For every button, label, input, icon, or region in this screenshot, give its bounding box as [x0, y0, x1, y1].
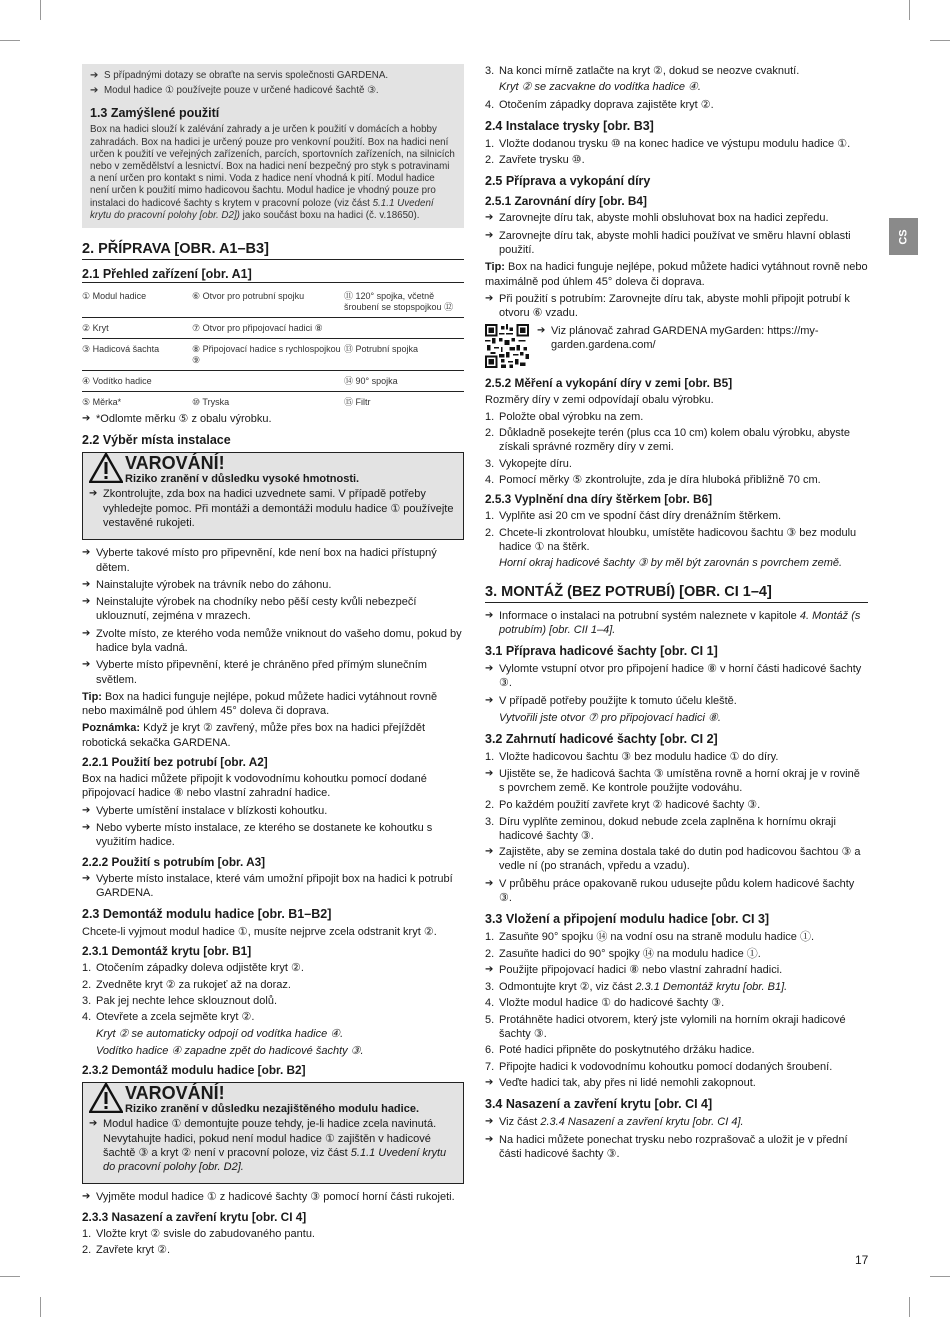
parts-row	[82, 392, 464, 412]
numbered-step: 1. Vložte kryt ② svisle do zabudovaného pantu.	[82, 1227, 315, 1240]
part-label: ⑪ 120° spojka, včetně šroubení se stopspojkou ⑫	[344, 291, 454, 313]
crop-mark	[930, 1276, 950, 1277]
language-tab: CS	[889, 218, 918, 255]
section-title: 2.5 Příprava a vykopání díry	[485, 174, 651, 189]
warning-title: VAROVÁNÍ!	[125, 1083, 225, 1104]
warning-text: ➔ Modul hadice ① demontujte pouze tehdy, je-li hadice zcela navinutá. Nevytahujte hadici, pokud není modul hadice ① zajištěn v hadicové šachtě ③ a kryt ② není v pracovní poloze, viz část 5.1.1 Uvedení krytu do pracovní polohy [obr. D2].	[89, 1117, 457, 1174]
section-title: 3.3 Vložení a připojení modulu hadice [obr. CI 3]	[485, 912, 770, 927]
instruction-item: ➔ Při použití s potrubím: Zarovnejte díru tak, abyste mohli připojit potrubí k otvoru ⑥ vzadu.	[485, 292, 868, 321]
section-title: 3.2 Zahrnutí hadicové šachty [obr. CI 2]	[485, 732, 718, 747]
instruction-item: ➔ Vyberte takové místo pro připevnění, kde není box na hadici přístupný dětem.	[82, 546, 464, 575]
instruction-item: ➔ Neinstalujte výrobek na chodníky nebo pěší cesty kvůli nebezpečí uklouznutí, zejména v mrazech.	[82, 595, 464, 624]
numbered-step: 4. Otočením západky doprava zajistěte kryt ②.	[485, 98, 714, 111]
part-label: ② Kryt	[82, 323, 109, 334]
instruction-item: ➔ Informace o instalaci na potrubní systém naleznete v kapitole 4. Montáž (s potrubím) [obr. CII 1–4].	[485, 609, 868, 638]
parts-row	[82, 339, 464, 371]
warning-title: VAROVÁNÍ!	[125, 453, 225, 474]
instruction-item: ➔ Nebo vyberte místo instalace, ze kterého se dostanete ke kohoutku s využitím hadice.	[82, 821, 464, 850]
result-text: Vodítko hadice ④ zapadne zpět do hadicové šachty ③.	[96, 1044, 364, 1057]
instruction-item: ➔ Zarovnejte díru tak, abyste mohli obsluhovat box na hadici zepředu.	[485, 211, 868, 225]
subsection-title: 2.5.3 Vyplnění dna díry štěrkem [obr. B6]	[485, 492, 713, 507]
instruction-item: ➔ Na hadici můžete ponechat trysku nebo rozprašovač a uložit je v přední části hadicové šachty ③.	[485, 1133, 868, 1162]
crop-mark	[0, 40, 20, 41]
part-label: ⑦ Otvor pro připojovací hadici ⑧	[192, 323, 323, 334]
numbered-step: 7. Připojte hadici k vodovodnímu kohoutku pomocí dodaných šroubení.	[485, 1060, 833, 1073]
tip-text: Tip: Box na hadici funguje nejlépe, pokud můžete hadici vytáhnout rovně nebo maximálně pod úhlem 45° doleva či doprava.	[82, 690, 438, 718]
subsection-title: 2.2.2 Použití s potrubím [obr. A3]	[82, 854, 266, 869]
warning-box	[82, 452, 464, 540]
subsection-title: 2.3.2 Demontáž modulu hadice [obr. B2]	[82, 1063, 306, 1078]
part-label: ⑧ Připojovací hadice s rychlospojkou ⑨	[192, 344, 341, 366]
part-label: ⑥ Otvor pro potrubní spojku	[192, 291, 305, 302]
crop-mark	[930, 40, 950, 41]
numbered-step: 1. Vložte dodanou trysku ⑩ na konec hadice ve výstupu modulu hadice ①.	[485, 137, 851, 150]
instruction-item: ➔ V případě potřeby použijte k tomuto účelu kleště.	[485, 694, 868, 708]
instruction-item: ➔ Vylomte vstupní otvor pro připojení hadice ⑧ v horní části hadicové šachty ③.	[485, 662, 868, 691]
part-label: ④ Vodítko hadice	[82, 376, 152, 387]
numbered-step: 2. Důkladně posekejte terén (plus cca 10 cm) kolem obalu výrobku, abyste získali správné rozměry díry v zemi.	[485, 427, 850, 454]
numbered-step: 1. Otočením západky doleva odjistěte kryt ②.	[82, 962, 304, 975]
numbered-step: 1. Položte obal výrobku na zem.	[485, 410, 644, 423]
part-label: ③ Hadicová šachta	[82, 344, 160, 355]
right-column	[485, 64, 868, 1164]
result-text: Kryt ② se automaticky odpojí od vodítka hadice ④.	[96, 1027, 344, 1040]
numbered-step: 1. Zasuňte 90° spojku ⑭ na vodní osu na straně modulu hadice ①.	[485, 931, 815, 944]
instruction-item: ➔ Zvolte místo, ze kterého voda nemůže vniknout do vašeho domu, pokud by hadice byla vadná.	[82, 627, 464, 656]
warning-box	[82, 1082, 464, 1184]
result-text: Kryt ② se zacvakne do vodítka hadice ④.	[499, 81, 701, 94]
crop-mark	[0, 1276, 20, 1277]
tip-text: Tip: Box na hadici funguje nejlépe, pokud můžete hadici vytáhnout rovně nebo maximálně pod úhlem 45° doleva či doprava.	[485, 261, 868, 288]
part-label	[344, 323, 464, 334]
subsection-title: 2.5.2 Měření a vykopání díry v zemi [obr. B5]	[485, 375, 733, 390]
crop-mark	[40, 1297, 41, 1317]
section-title: 2.4 Instalace trysky [obr. B3]	[485, 118, 654, 133]
instruction-item: ➔ Zajistěte, aby se zemina dostala také do dutin pod hadicovou šachtou ③ a vedle ní (po stranách, vpředu a vzadu).	[485, 845, 868, 874]
part-label: ⑬ Potrubní spojka	[344, 344, 419, 355]
parts-row	[82, 371, 464, 392]
numbered-step: 3. Vykopejte díru.	[485, 457, 572, 470]
section-title: 2.2 Výběr místa instalace	[82, 433, 231, 448]
section-title: 2.1 Přehled zařízení [obr. A1]	[82, 266, 464, 283]
numbered-step: 6. Poté hadici připněte do poskytnutého držáku hadice.	[485, 1044, 755, 1057]
part-label	[192, 376, 344, 387]
instruction-item: ➔ V průběhu práce opakovaně rukou udusejte půdu kolem hadicové šachty ③.	[485, 877, 868, 906]
intended-use-text: Box na hadici slouží k zalévání zahrady a je určen k použití v domácích a hobby zahradách. Box na hadici je určený pouze pro venkovní použití. Box na hadici není určen k použití ve veřejných zařízeních, parcích, sportovních zařízeních, na silnicích nebo v zemědělství a lesnictví. Box na hadici není bezpečný pro styk s potravinami a není určen pro kontakt s nimi. Voda z hadice není vhodná k pití. Modul hadice není určen k použití mimo hadicovou šachtu. Modul hadice je vhodný pouze pro instalaci do hadicové šachty s krytem v pracovní poloze (viz část 5.1.1 Uvedení krytu do pracovní polohy [obr. D2]) jako součást boxu na hadici (č. v.18650).	[90, 124, 455, 221]
part-label: ⑤ Měrka*	[82, 397, 122, 408]
numbered-step: 4. Otevřete a zcela sejměte kryt ②.	[82, 1011, 255, 1024]
numbered-step: 3. Odmontujte kryt ②, viz část 2.3.1 Demontáž krytu [obr. B1].	[485, 981, 788, 994]
parts-table	[82, 286, 464, 412]
warning-icon	[89, 1083, 123, 1113]
intro-line: ➔ S případnými dotazy se obraťte na servis společnosti GARDENA.	[90, 70, 456, 82]
parts-row	[82, 286, 464, 318]
parts-row	[82, 318, 464, 339]
instruction-item: ➔ Použijte připojovací hadici ⑧ nebo vlastní zahradní hadici.	[485, 963, 868, 977]
instruction-item: ➔ Veďte hadici tak, aby přes ni lidé nemohli zakopnout.	[485, 1076, 868, 1090]
instruction-item: ➔ Viz část 2.3.4 Nasazení a zavření krytu [obr. CI 4].	[485, 1115, 868, 1129]
note-text: Poznámka: Když je kryt ② zavřený, může přes box na hadici přejíždět robotická sekačka GARDENA.	[82, 722, 426, 749]
numbered-step: 2. Zasuňte hadici do 90° spojky ⑭ na modulu hadice ①.	[485, 947, 761, 960]
instruction-item: ➔ Vyjměte modul hadice ① z hadicové šachty ③ pomocí horní části rukojeti.	[82, 1190, 464, 1204]
chapter-title: 3. MONTÁŽ (BEZ POTRUBÍ) [OBR. CI 1–4]	[485, 583, 868, 603]
part-label: ⑮ Filtr	[344, 397, 371, 408]
numbered-step: 1. Vyplňte asi 20 cm ve spodní část díry drenážním štěrkem.	[485, 510, 782, 523]
crop-mark	[909, 1297, 910, 1317]
numbered-step: 3. Pak jej nechte lehce sklouznout dolů.	[82, 995, 278, 1008]
page-number: 17	[855, 1253, 869, 1267]
instruction-item: ➔ Ujistěte se, že hadicová šachta ③ umístěna rovně a horní okraj je v rovině s povrchem země. Ke kontrole použijte vodováhu.	[485, 767, 868, 796]
numbered-step: 3. Díru vyplňte zeminou, dokud nebude zcela zaplněna k hornímu okraji hadicové šachty ③.	[485, 815, 836, 842]
crop-mark	[40, 0, 41, 20]
intro-line: ➔ Modul hadice ① používejte pouze v určené hadicové šachtě ③.	[90, 85, 456, 97]
result-text: Vytvořili jste otvor ⑦ pro připojovací hadici ⑧.	[499, 712, 721, 725]
warning-text: ➔ Zkontrolujte, zda box na hadici uzvednete sami. V případě potřeby vyhledejte pomoc. Při montáži a demontáži modulu hadice ① používejte vestavěné rukojeti.	[89, 487, 457, 530]
instruction-item: ➔ Zarovnejte díru tak, abyste mohli hadici používat ve směru hlavní oblasti použití.	[485, 229, 868, 258]
numbered-step: 2. Zavřete kryt ②.	[82, 1244, 171, 1257]
instruction-item: ➔ Nainstalujte výrobek na trávník nebo do záhonu.	[82, 578, 464, 592]
instruction-item: ➔ Vyberte místo připevnění, které je chráněno před přímým slunečním světlem.	[82, 658, 464, 687]
numbered-step: 3. Na konci mírně zatlačte na kryt ②, dokud se neozve cvaknutí.	[485, 65, 800, 77]
chapter-title: 2. PŘÍPRAVA [OBR. A1–B3]	[82, 240, 464, 260]
qr-block	[485, 324, 868, 368]
warning-subtitle: Riziko zranění v důsledku nezajištěného modulu hadice.	[125, 1103, 420, 1116]
instruction-item: ➔ *Odlomte měrku ⑤ z obalu výrobku.	[82, 412, 464, 426]
subsection-title: 2.5.1 Zarovnání díry [obr. B4]	[485, 194, 647, 209]
numbered-step: 2. Zavřete trysku ⑩.	[485, 154, 585, 167]
mygarden-link-text: ➔ Viz plánovač zahrad GARDENA myGarden: https://my-garden.gardena.com/	[537, 324, 868, 353]
qr-code-icon	[485, 324, 529, 368]
numbered-step: 2. Chcete-li zkontrolovat hloubku, umístěte hadicovou šachtu ③ bez modulu hadice ① na štěrk.	[485, 526, 857, 553]
subsection-title: 2.3.1 Demontáž krytu [obr. B1]	[82, 944, 252, 959]
numbered-step: 1. Vložte hadicovou šachtu ③ bez modulu hadice ① do díry.	[485, 751, 779, 764]
subsection-title: 2.2.1 Použití bez potrubí [obr. A2]	[82, 755, 268, 770]
numbered-step: 2. Zvedněte kryt ② za rukojeť až na doraz.	[82, 978, 291, 991]
part-label: ⑭ 90° spojka	[344, 376, 398, 387]
subsection-title: 2.3.3 Nasazení a zavření krytu [obr. CI 4]	[82, 1209, 307, 1224]
instruction-item: ➔ Vyberte místo instalace, které vám umožní připojit box na hadici k potrubí GARDENA.	[82, 872, 464, 901]
numbered-step: 5. Protáhněte hadici otvorem, který jste vylomili na horním okraji hadicové šachty ③.	[485, 1013, 846, 1041]
paragraph: Chcete-li vyjmout modul hadice ①, musíte nejprve zcela odstranit kryt ②.	[82, 926, 437, 939]
warning-subtitle: Riziko zranění v důsledku vysoké hmotnosti.	[125, 473, 360, 486]
instruction-item: ➔ Vyberte umístění instalace v blízkosti kohoutku.	[82, 804, 464, 818]
section-title: 3.4 Nasazení a zavření krytu [obr. CI 4]	[485, 1097, 713, 1112]
section-title: 2.3 Demontáž modulu hadice [obr. B1–B2]	[82, 907, 332, 922]
intended-use-box	[82, 64, 464, 228]
warning-icon	[89, 453, 123, 483]
numbered-step: 2. Po každém použití zavřete kryt ② hadicové šachty ③.	[485, 799, 761, 812]
section-title: 1.3 Zamýšlené použití	[90, 106, 220, 121]
part-label: ① Modul hadice	[82, 291, 147, 302]
paragraph: Box na hadici můžete připojit k vodovodnímu kohoutku pomocí dodané připojovací hadice ⑧ nebo vlastní zahradní hadice.	[82, 773, 427, 800]
part-label: ⑩ Tryska	[192, 397, 230, 408]
left-column	[82, 64, 464, 1259]
numbered-step: 4. Pomocí měrky ⑤ zkontrolujte, zda je díra hluboká přibližně 70 cm.	[485, 474, 821, 487]
section-title: 3.1 Příprava hadicové šachty [obr. CI 1]	[485, 644, 718, 659]
paragraph: Rozměry díry v zemi odpovídají obalu výrobku.	[485, 393, 714, 406]
numbered-step: 4. Vložte modul hadice ① do hadicové šachty ③.	[485, 997, 725, 1010]
crop-mark	[909, 0, 910, 20]
result-text: Horní okraj hadicové šachty ③ by měl být zarovnán s povrchem země.	[499, 557, 843, 570]
